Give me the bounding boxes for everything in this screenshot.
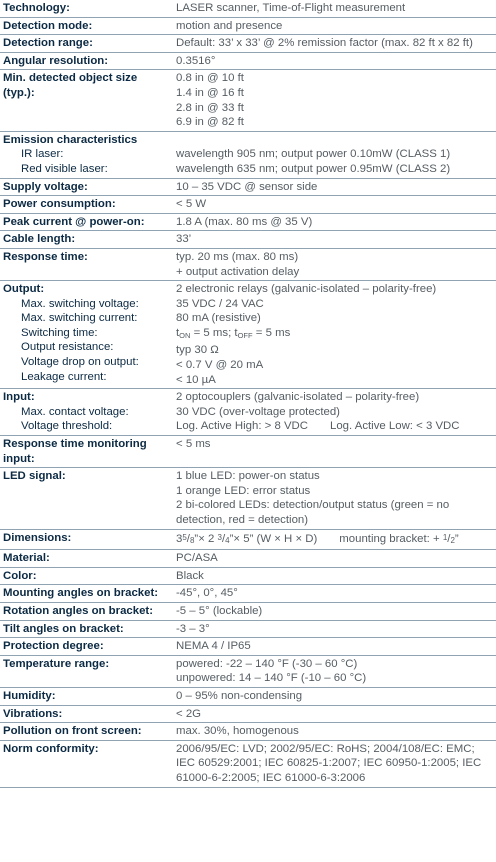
spec-label: Supply voltage:: [0, 178, 172, 196]
spec-value-line: unpowered: 14 – 140 °F (-10 – 60 °C): [176, 672, 367, 685]
spec-sublabel: Leakage current:: [21, 370, 107, 383]
spec-value: [172, 281, 496, 389]
spec-label: Min. detected object size (typ.):: [0, 70, 172, 131]
spec-label-main: Input:: [3, 391, 35, 404]
time-symbol: t: [176, 326, 180, 339]
spec-value-line: [176, 419, 492, 434]
spec-sublabel: IR laser:: [21, 148, 64, 161]
spec-label: Response time:: [0, 248, 172, 280]
spec-value-line: powered: -22 – 140 °F (-30 – 60 °C): [176, 657, 358, 670]
spec-value: 1.8 A (max. 80 ms @ 35 V): [172, 213, 496, 231]
spec-value: [172, 655, 496, 687]
spec-row-power-consumption: [0, 196, 496, 214]
spec-row-vibrations: [0, 705, 496, 723]
spec-value: PC/ASA: [172, 550, 496, 568]
spec-value-line: wavelength 905 nm; output power 0.10mW (CLASS 1): [176, 148, 451, 161]
frac-den: 4: [225, 535, 230, 545]
spec-sublabel: Output resistance:: [21, 341, 114, 354]
spec-value: [172, 131, 496, 178]
time-value: = 5 ms;: [190, 326, 235, 339]
spec-row-rotation-angles: [0, 602, 496, 620]
spec-label: Material:: [0, 550, 172, 568]
spec-label: Vibrations:: [0, 705, 172, 723]
spec-label: Dimensions:: [0, 529, 172, 550]
spec-row-detection-mode: [0, 17, 496, 35]
spec-value: -3 – 3°: [172, 620, 496, 638]
spec-sublabel: Switching time:: [21, 326, 98, 339]
spec-sublabel: Max. contact voltage:: [21, 405, 129, 418]
spec-label: [0, 131, 172, 178]
spec-label: Tilt angles on bracket:: [0, 620, 172, 638]
spec-row-mounting-angles: [0, 585, 496, 603]
spec-value-line: 6.9 in @ 82 ft: [176, 116, 244, 129]
spec-value-line: < 10 µA: [176, 373, 216, 386]
spec-row-min-object-size: [0, 70, 496, 131]
spec-value: NEMA 4 / IP65: [172, 638, 496, 656]
spec-value: -45°, 0°, 45°: [172, 585, 496, 603]
threshold-low: Log. Active Low: < 3 VDC: [330, 420, 460, 433]
spec-label-main: Output:: [3, 283, 45, 296]
time-symbol: t: [234, 326, 238, 339]
spec-value: max. 30%, homogenous: [172, 723, 496, 741]
spec-row-supply-voltage: [0, 178, 496, 196]
spec-value: [172, 248, 496, 280]
spec-row-output: [0, 281, 496, 389]
frac-den: 8: [189, 535, 195, 545]
spec-label: Peak current @ power-on:: [0, 213, 172, 231]
frac-den: 2: [450, 535, 455, 545]
dim-width: 3: [176, 532, 183, 545]
spec-value-line: 35 VDC / 24 VAC: [176, 297, 264, 310]
spec-label-main: Emission characteristics: [3, 133, 138, 146]
spec-value: < 2G: [172, 705, 496, 723]
spec-label: Temperature range:: [0, 655, 172, 687]
spec-value-line: 30 VDC (over-voltage protected): [176, 405, 340, 418]
frac-num: 1: [442, 532, 448, 542]
spec-value-line: typ. 20 ms (max. 80 ms): [176, 250, 299, 263]
spec-row-peak-current: [0, 213, 496, 231]
spec-sublabel: Red visible laser:: [21, 162, 108, 175]
spec-row-led-signal: [0, 468, 496, 529]
spec-sublabel: Voltage drop on output:: [21, 356, 139, 369]
spec-sublabel: Max. switching voltage:: [21, 297, 139, 310]
spec-row-response-time: [0, 248, 496, 280]
spec-row-angular-resolution: [0, 52, 496, 70]
spec-row-technology: [0, 0, 496, 17]
spec-value-line: 0.8 in @ 10 ft: [176, 72, 244, 85]
spec-value: Black: [172, 567, 496, 585]
threshold-high: Log. Active High: > 8 VDC: [176, 420, 309, 433]
spec-value: [172, 70, 496, 131]
spec-label: Humidity:: [0, 687, 172, 705]
dim-depth: ”× 5” (W × H × D): [229, 532, 318, 545]
spec-label: Norm conformity:: [0, 740, 172, 787]
spec-row-material: [0, 550, 496, 568]
spec-sublabel: Voltage threshold:: [21, 420, 113, 433]
spec-value-line: [176, 133, 492, 148]
spec-label: Mounting angles on bracket:: [0, 585, 172, 603]
spec-row-norm-conformity: [0, 740, 496, 787]
spec-label: Color:: [0, 567, 172, 585]
spec-value: < 5 ms: [172, 436, 496, 468]
spec-value-line: 1 orange LED: error status: [176, 484, 311, 497]
spec-row-cable-length: [0, 231, 496, 249]
time-subscript: ON: [179, 330, 191, 340]
spec-value: 2006/95/EC: LVD; 2002/95/EC: RoHS; 2004/108/EC: EMC; IEC 60529:2001; IEC 60825-1:2007; IEC 60950-1:2005; IEC 61000-6-2:2005; IEC 61000-6-3:2006: [172, 740, 496, 787]
spec-value-line: 1 blue LED: power-on status: [176, 470, 320, 483]
spec-value-line: wavelength 635 nm; output power 0.95mW (CLASS 2): [176, 162, 451, 175]
spec-value: 35/8”× 2 3/4”× 5” (W × H × D) mounting bracket: + 1/2”: [172, 529, 496, 550]
spec-value-line: 2 bi-colored LEDs: detection/output status (green = no detection, red = detection): [176, 499, 450, 526]
spec-row-emission: [0, 131, 496, 178]
spec-row-dimensions: [0, 529, 496, 550]
spec-value-line: < 0.7 V @ 20 mA: [176, 359, 264, 372]
spec-row-tilt-angles: [0, 620, 496, 638]
spec-value: [172, 468, 496, 529]
spec-value: 33’: [172, 231, 496, 249]
spec-value-line: 2 electronic relays (galvanic-isolated – polarity-free): [176, 283, 437, 296]
spec-value-line: 1.4 in @ 16 ft: [176, 86, 244, 99]
spec-label: Angular resolution:: [0, 52, 172, 70]
spec-value-line: [176, 326, 492, 344]
spec-value-line: 80 mA (resistive): [176, 312, 261, 325]
spec-row-humidity: [0, 687, 496, 705]
frac-num: 5: [182, 532, 187, 542]
spec-value-line: + output activation delay: [176, 265, 300, 278]
frac-num: 3: [217, 532, 222, 542]
spec-label: Response time monitoring input:: [0, 436, 172, 468]
dim-height: ”× 2: [194, 532, 218, 545]
spec-value: 10 – 35 VDC @ sensor side: [172, 178, 496, 196]
spec-value: Default: 33’ x 33’ @ 2% remission factor (max. 82 ft x 82 ft): [172, 35, 496, 53]
spec-label: LED signal:: [0, 468, 172, 529]
spec-value-line: 2.8 in @ 33 ft: [176, 101, 244, 114]
spec-row-input: [0, 389, 496, 436]
spec-row-detection-range: [0, 35, 496, 53]
time-value: = 5 ms: [252, 326, 291, 339]
dim-inch: ”: [454, 532, 459, 545]
spec-label: Detection mode:: [0, 17, 172, 35]
spec-label: [0, 389, 172, 436]
spec-label: Detection range:: [0, 35, 172, 53]
spec-value: 0.3516°: [172, 52, 496, 70]
spec-value: < 5 W: [172, 196, 496, 214]
spec-value: -5 – 5° (lockable): [172, 602, 496, 620]
spec-value: motion and presence: [172, 17, 496, 35]
spec-value-line: typ 30 Ω: [176, 344, 219, 357]
spec-row-temperature: [0, 655, 496, 687]
spec-row-pollution: [0, 723, 496, 741]
spec-value-line: 2 optocouplers (galvanic-isolated – polarity-free): [176, 391, 420, 404]
dim-bracket: mounting bracket: +: [339, 532, 443, 545]
spec-label: Technology:: [0, 0, 172, 17]
spec-label: Rotation angles on bracket:: [0, 602, 172, 620]
spec-label: Power consumption:: [0, 196, 172, 214]
spec-label: Cable length:: [0, 231, 172, 249]
spec-value: [172, 389, 496, 436]
spec-row-response-monitoring: [0, 436, 496, 468]
spec-value: 0 – 95% non-condensing: [172, 687, 496, 705]
spec-value: LASER scanner, Time-of-Flight measurement: [172, 0, 496, 17]
spec-sublabel: Max. switching current:: [21, 312, 138, 325]
spec-label: [0, 281, 172, 389]
time-subscript: OFF: [237, 330, 253, 340]
spec-label: Pollution on front screen:: [0, 723, 172, 741]
spec-row-color: [0, 567, 496, 585]
spec-label: Protection degree:: [0, 638, 172, 656]
spec-row-protection: [0, 638, 496, 656]
